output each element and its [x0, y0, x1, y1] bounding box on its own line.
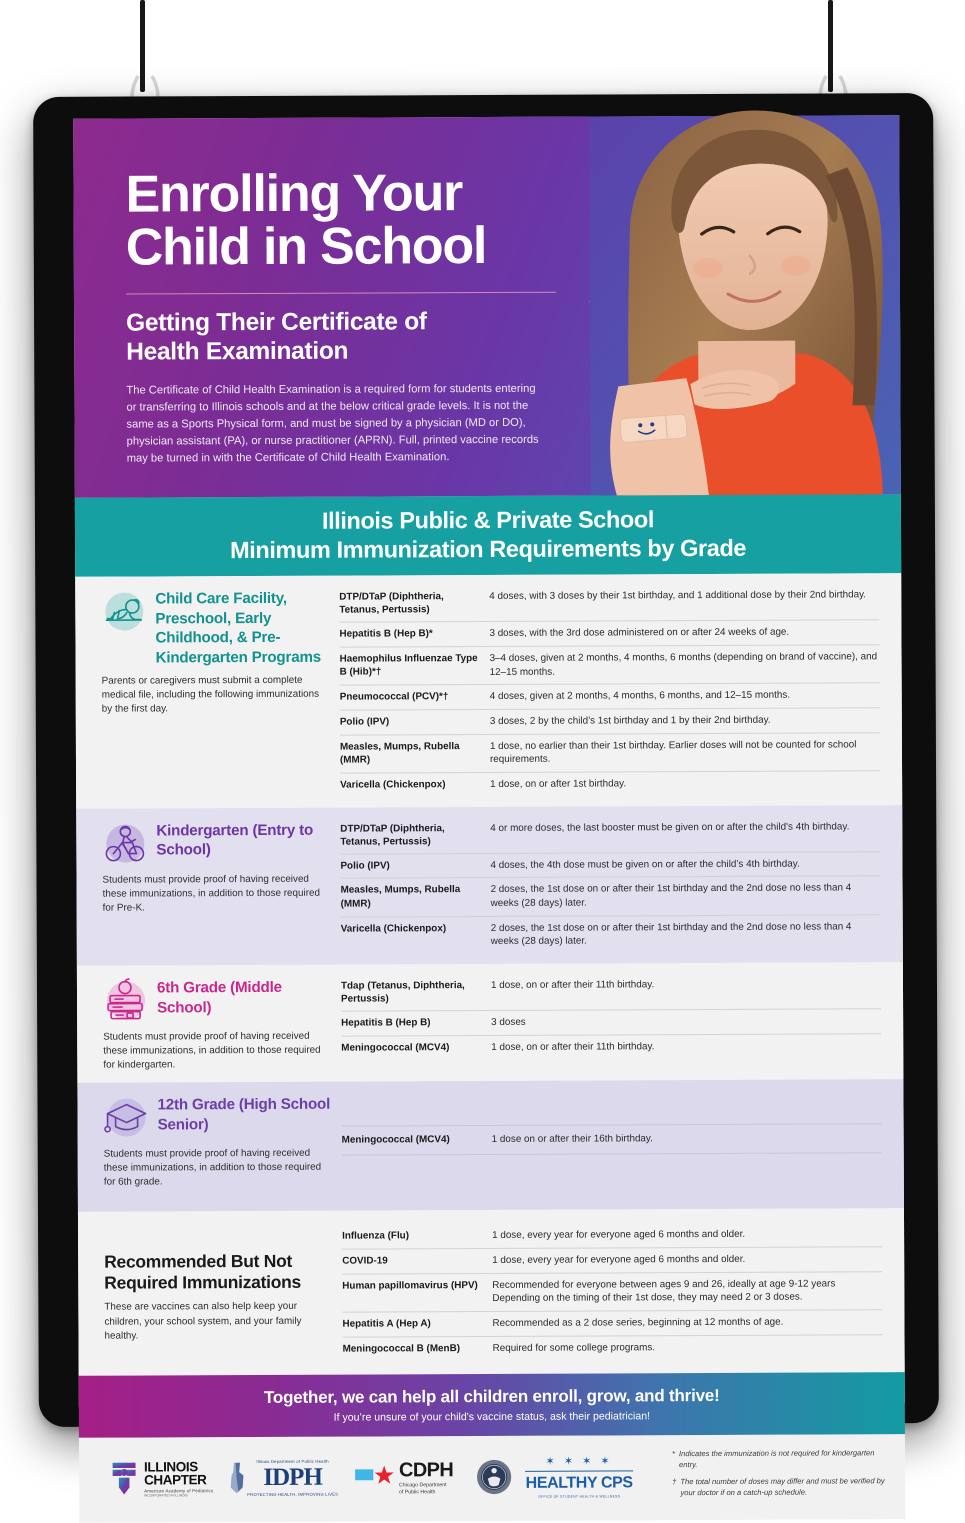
- vaccine-table: [342, 1223, 883, 1361]
- table-row: [339, 584, 879, 623]
- vaccine-requirement: 3–4 doses, given at 2 months, 4 months, 6 months (depending on brand of vaccine), and 12–15 months.: [490, 650, 880, 679]
- crawling-baby-icon: [101, 589, 147, 635]
- footnote-dagger: [672, 1476, 887, 1499]
- section-title: Recommended But Not Required Immunizations: [104, 1251, 332, 1294]
- table-row: [341, 1009, 881, 1036]
- section-left-column: [101, 586, 340, 798]
- hero-body-text: The Certificate of Child Health Examination is a required form for students entering or transferring to Illinois schools and at the below critical grade levels. It is not the same as a Sports Physical form, and must be signed by a physician (MD or DO), physician assistant (PA), or nurse practitioner (APRN). Full, printed vaccine records may be turned in with the Certificate of Child Health Examination.: [126, 381, 546, 468]
- vaccine-requirement: 4 doses, the 4th dose must be given on or after the child’s 4th birthday.: [490, 857, 880, 872]
- vaccine-name: Hepatitis B (Hep B): [341, 1016, 491, 1030]
- footnote-asterisk: [672, 1448, 887, 1471]
- vaccine-requirement: 3 doses, with the 3rd dose administered on or after 24 weeks of age.: [489, 626, 879, 641]
- table-row: [340, 852, 880, 879]
- vaccine-requirement: Required for some college programs.: [493, 1340, 883, 1355]
- illinois-chapter-aap-logo: [101, 1460, 221, 1498]
- vaccine-requirement: 2 doses, the 1st dose on or after their 1st birthday and the 2nd dose no less than 4 weeks (28 days) later.: [491, 882, 881, 911]
- title-line-2: Child in School: [126, 217, 487, 277]
- table-row: [342, 1247, 882, 1274]
- section-left-column: [103, 975, 341, 1073]
- section-note: Students must provide proof of having received these immunizations, in addition to those required for kindergarten.: [103, 1030, 331, 1073]
- table-row: [343, 1335, 883, 1361]
- child-on-bicycle-icon: [102, 820, 148, 866]
- footer-banner: [79, 1373, 905, 1439]
- cdph-wordmark: CDPH: [399, 1459, 453, 1482]
- section-kindergarten: [76, 805, 903, 966]
- vaccine-name: Varicella (Chickenpox): [341, 922, 491, 950]
- footer-subline: If you’re unsure of your child's vaccine status, ask their pediatrician!: [79, 1410, 905, 1426]
- section-twelfth-grade: [77, 1079, 904, 1212]
- table-row: [342, 1310, 882, 1337]
- table-row: [339, 621, 879, 648]
- vaccine-name: Polio (IPV): [340, 715, 490, 729]
- vaccine-name: Haemophilus Influenzae Type B (Hib)*†: [340, 652, 490, 680]
- idph-tagline: PROTECTING HEALTH, IMPROVING LIVES: [247, 1492, 338, 1497]
- vaccine-name: Measles, Mumps, Rubella (MMR): [341, 883, 491, 911]
- table-row: [342, 1223, 882, 1250]
- vaccine-name: Influenza (Flu): [342, 1229, 492, 1243]
- healthy-cps-logo: [525, 1455, 633, 1499]
- table-row: [340, 708, 880, 735]
- footnotes: [672, 1448, 887, 1505]
- vaccine-requirement: Recommended for everyone between ages 9 and 26, ideally at age 9-12 years Depending on the timing of their 1st dose, they may need 2 or 3 doses.: [492, 1277, 882, 1306]
- healthy-cps-rule: [525, 1471, 633, 1472]
- vaccine-requirement: Recommended as a 2 dose series, beginning at 12 months of age.: [492, 1315, 882, 1330]
- girl-with-bandage-photo: [589, 115, 901, 495]
- table-row: [341, 915, 881, 955]
- section-title: 6th Grade (Middle School): [157, 975, 331, 1018]
- section-note: Students must provide proof of having received these immunizations, in addition to those required for Pre-K.: [102, 872, 330, 915]
- poster-content: [73, 115, 905, 1407]
- vaccine-name: Varicella (Chickenpox): [340, 778, 490, 792]
- vaccine-requirement: 3 doses: [491, 1014, 881, 1029]
- table-row: [341, 972, 881, 1011]
- footer-headline: Together, we can help all children enroll, grow, and thrive!: [79, 1386, 905, 1410]
- logo-strip: [79, 1435, 905, 1523]
- vaccine-requirement: 1 dose, on or after 1st birthday.: [490, 776, 880, 791]
- healthy-cps-stars: ✶ ✶ ✶ ✶: [525, 1455, 633, 1468]
- section-recommended: [78, 1209, 905, 1377]
- requirements-banner: [75, 494, 901, 577]
- vaccine-name: DTP/DTaP (Diphtheria, Tetanus, Pertussis): [339, 590, 489, 617]
- table-row: [342, 1123, 882, 1155]
- vaccine-requirement: 4 or more doses, the last booster must be given on or after the child's 4th birthday.: [490, 820, 880, 848]
- vaccine-requirement: 1 dose, on or after their 11th birthday.: [491, 1039, 881, 1054]
- hero-subtitle: [126, 306, 634, 367]
- banner-line-2: Minimum Immunization Requirements by Grade: [75, 533, 901, 565]
- vaccine-requirement: 1 dose, on or after their 11th birthday.: [491, 977, 881, 1005]
- section-title: Kindergarten (Entry to School): [156, 817, 330, 860]
- healthy-cps-wordmark: HEALTHY CPS: [525, 1475, 633, 1493]
- title-line-1: Enrolling Your: [125, 164, 462, 223]
- banner-line-1: Illinois Public & Private School: [75, 504, 901, 536]
- vaccine-table: [340, 815, 881, 955]
- vaccine-requirement: 1 dose, no earlier than their 1st birthday. Earlier doses will not be counted for school requirements.: [490, 738, 880, 767]
- table-row: [340, 815, 880, 854]
- vaccine-name: COVID-19: [342, 1254, 492, 1268]
- vaccine-name: Tdap (Tetanus, Diphtheria, Pertussis): [341, 979, 491, 1006]
- table-row: [340, 684, 880, 711]
- section-left-column: [104, 1225, 343, 1362]
- vaccine-name: Meningococcal (MCV4): [341, 1041, 491, 1055]
- section-note: Students must provide proof of having received these immunizations, in addition to those required for 6th grade.: [104, 1147, 332, 1190]
- vaccine-requirement: 2 doses, the 1st dose on or after their 1st birthday and the 2nd dose no less than 4 weeks (28 days) later.: [491, 920, 881, 949]
- subtitle-line-1: Getting Their Certificate of: [126, 308, 427, 336]
- vaccine-requirement: 4 doses, with 3 doses by their 1st birthday, and 1 additional dose by their 2nd birthday.: [489, 589, 879, 617]
- footnote-text: Indicates the immunization is not required for kindergarten entry.: [679, 1448, 887, 1471]
- subtitle-line-2: Health Examination: [126, 338, 348, 366]
- vaccine-name: Measles, Mumps, Rubella (MMR): [340, 740, 490, 768]
- idph-wordmark: IDPH: [247, 1464, 338, 1492]
- vaccine-requirement: 1 dose, every year for everyone aged 6 months and older.: [492, 1228, 882, 1243]
- cdph-logo: [345, 1459, 463, 1496]
- page-title: [125, 166, 633, 274]
- footnote-mark: †: [672, 1477, 676, 1499]
- vaccine-table: [341, 1090, 881, 1190]
- section-note: Parents or caregivers must submit a complete medical file, including the following immunizations by the first day.: [102, 674, 330, 717]
- section-left-column: [102, 817, 341, 955]
- table-row: [340, 771, 880, 797]
- vaccine-name: Polio (IPV): [340, 859, 490, 873]
- vaccine-name: Meningococcal B (MenB): [343, 1342, 493, 1356]
- section-left-column: [103, 1092, 341, 1190]
- logo-line-2: CHAPTER: [144, 1473, 213, 1487]
- vaccine-requirement: 1 dose, every year for everyone aged 6 months and older.: [492, 1252, 882, 1267]
- vaccine-requirement: 3 doses, 2 by the child’s 1st birthday and 1 by their 2nd birthday.: [490, 713, 880, 728]
- table-row: [341, 877, 881, 918]
- section-child-care: [75, 573, 902, 808]
- vaccine-table: [341, 972, 881, 1072]
- vaccine-name: Hepatitis A (Hep A): [342, 1317, 492, 1331]
- vaccine-name: Human papillomavirus (HPV): [342, 1279, 492, 1307]
- healthy-cps-sub: OFFICE OF STUDENT HEALTH & WELLNESS: [525, 1495, 633, 1499]
- hero-section: [73, 115, 901, 498]
- cdph-sub-1: Chicago Department: [399, 1482, 453, 1489]
- logo-line-4: INCORPORATED IN ILLINOIS: [144, 1494, 213, 1498]
- idph-logo: [227, 1459, 339, 1497]
- vaccine-name: Meningococcal (MCV4): [342, 1133, 492, 1147]
- vaccine-table: [339, 584, 880, 798]
- table-row: [340, 645, 880, 686]
- vaccine-requirement: 1 dose on or after their 16th birthday.: [492, 1131, 882, 1146]
- books-with-apple-icon: [103, 978, 149, 1024]
- table-row: [341, 1034, 881, 1060]
- vaccine-name: Pneumococcal (PCV)*†: [340, 690, 490, 704]
- logo-line-1: ILLINOIS: [144, 1460, 213, 1474]
- iaap-seal-logo: [469, 1459, 519, 1495]
- section-note: These are vaccines can also help keep your children, your school system, and your family healthy.: [104, 1300, 332, 1343]
- poster-board: [33, 93, 939, 1427]
- vaccine-name: Hepatitis B (Hep B)*: [339, 627, 489, 641]
- cdph-sub-2: of Public Health: [399, 1489, 453, 1496]
- footnote-text: The total number of doses may differ and must be verified by your doctor if on a catch-up schedule.: [680, 1476, 887, 1499]
- logo-line-3: American Academy of Pediatrics: [144, 1489, 213, 1494]
- idph-top-text: Illinois Department of Public Health: [247, 1459, 338, 1464]
- table-row: [342, 1272, 882, 1313]
- vaccine-name: DTP/DTaP (Diphtheria, Tetanus, Pertussis): [340, 822, 490, 849]
- footnote-mark: *: [672, 1449, 675, 1471]
- section-title: 12th Grade (High School Senior): [157, 1092, 331, 1135]
- hero-divider: [126, 292, 556, 295]
- graduation-cap-icon: [103, 1095, 149, 1141]
- section-sixth-grade: [77, 962, 904, 1083]
- section-title: Child Care Facility, Preschool, Early Childhood, & Pre-Kindergarten Programs: [155, 586, 329, 668]
- table-row: [340, 733, 880, 774]
- vaccine-requirement: 4 doses, given at 2 months, 4 months, 6 months, and 12–15 months.: [490, 689, 880, 704]
